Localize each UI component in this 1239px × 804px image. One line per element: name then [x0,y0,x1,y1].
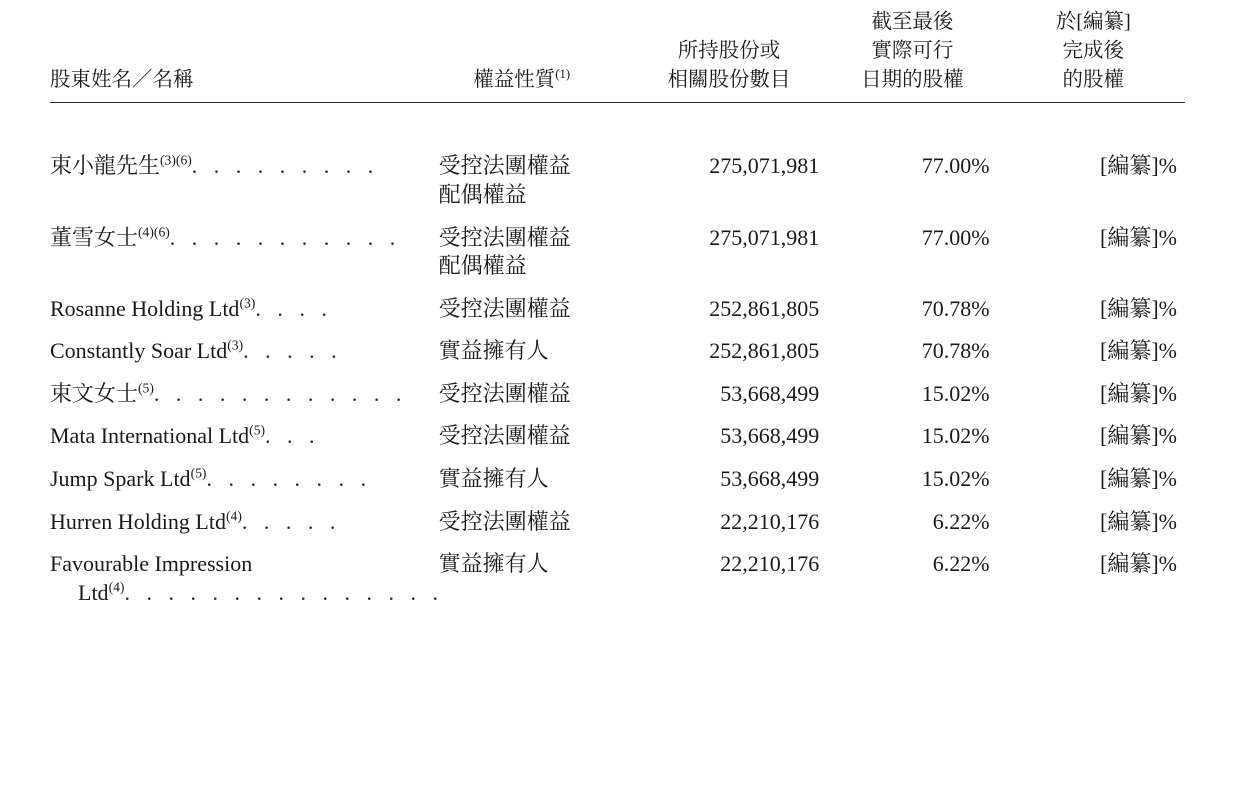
footnote-marker: (4)(6) [138,224,170,240]
leader-dots: . . . . . [243,338,343,364]
cell-percentage-post: [編纂]% [1100,338,1177,364]
cell-nature-of-interest: 受控法團權益 [438,423,571,449]
cell-percentage-current: 6.22% [932,508,990,534]
footnote-marker: (5) [249,423,266,439]
table-row [50,373,1185,416]
table-header [50,8,1185,103]
cell-number-of-shares: 22,210,176 [720,508,820,534]
cell-percentage-current: 70.78% [921,295,990,321]
shareholding-table [50,8,1185,614]
cell-shareholder-name: 束文女士$^{(5)}$. . . . . . . . . . . . [50,380,407,406]
cell-percentage-post: [編纂]% [1100,224,1177,250]
cell-nature-of-interest: 實益擁有人 [438,466,549,492]
cell-shareholder-name: Favourable Impression Ltd$^{(4)}$. . . . . . . . . . . . . . . [50,543,409,614]
footnote-marker: (4) [225,508,242,524]
cell-nature-of-interest: 受控法團權益 配偶權益 [438,153,571,207]
table-row [50,145,1185,216]
cell-percentage-post: [編纂]% [1100,466,1177,492]
cell-shareholder-name: Rosanne Holding Ltd$^{(3)}$. . . . [50,295,333,321]
leader-dots: . . . . . . . . [206,466,372,492]
footnote-marker: (3) [239,295,256,311]
column-header-percentage-after-listing: 於[編纂] 完成後 的股權 [1002,8,1185,103]
cell-percentage-current: 70.78% [921,338,990,364]
leader-dots: . . . . . . . . . . . [169,224,401,250]
column-header-shareholder-name: 股東姓名／名稱 [50,8,409,103]
cell-shareholder-name: Jump Spark Ltd$^{(5)}$. . . . . . . . [50,465,372,492]
cell-number-of-shares: 53,668,499 [720,423,820,449]
table-row [50,330,1185,373]
cell-percentage-current: 15.02% [921,423,990,449]
table-row [50,288,1185,331]
table-row [50,501,1185,544]
cell-percentage-post: [編纂]% [1100,551,1177,577]
cell-nature-of-interest: 實益擁有人 [438,338,549,364]
table-row [50,458,1185,501]
cell-nature-of-interest: 實益擁有人 [438,551,549,577]
footnote-marker: (4) [108,579,125,595]
footnote-marker: (5) [190,465,207,481]
cell-percentage-current: 77.00% [921,153,990,179]
cell-percentage-current: 15.02% [921,380,990,406]
cell-number-of-shares: 53,668,499 [720,380,820,406]
column-header-number-of-shares: 所持股份或 相關股份數目 [635,8,823,103]
cell-number-of-shares: 252,861,805 [709,295,820,321]
cell-percentage-current: 15.02% [921,466,990,492]
cell-number-of-shares: 275,071,981 [709,153,820,179]
cell-percentage-current: 6.22% [932,551,990,577]
cell-shareholder-name-continuation: Ltd$^{(4)}$. . . . . . . . . . . . . . . [78,579,444,605]
cell-number-of-shares: 53,668,499 [720,466,820,492]
leader-dots: . . . . [255,295,333,321]
cell-percentage-current: 77.00% [921,224,990,250]
cell-percentage-post: [編纂]% [1100,295,1177,321]
cell-nature-of-interest: 受控法團權益 [438,295,571,321]
cell-shareholder-name: 束小龍先生$^{(3)(6)}$. . . . . . . . . [50,153,379,179]
leader-dots: . . . . . . . . . [191,153,379,179]
cell-number-of-shares: 22,210,176 [720,551,820,577]
cell-percentage-post: [編纂]% [1100,423,1177,449]
table-header-row [50,8,1185,103]
footnote-marker: (3) [227,337,244,353]
cell-shareholder-name: Constantly Soar Ltd$^{(3)}$. . . . . [50,337,343,364]
leader-dots: . . . . . . . . . . . . . . . [124,579,444,605]
column-header-percentage-as-of-latest-date: 截至最後 實際可行 日期的股權 [823,8,1001,103]
leader-dots: . . . [265,423,321,449]
header-body-spacer [50,103,1185,146]
cell-number-of-shares: 275,071,981 [709,224,820,250]
cell-nature-of-interest: 受控法團權益 [438,508,571,534]
table-row [50,415,1185,458]
cell-percentage-post: [編纂]% [1100,380,1177,406]
cell-shareholder-name: 董雪女士$^{(4)(6)}$. . . . . . . . . . . [50,224,401,250]
leader-dots: . . . . . [241,508,341,534]
table-body [50,103,1185,615]
cell-percentage-post: [編纂]% [1100,153,1177,179]
footnote-marker: (3)(6) [160,153,192,168]
cell-percentage-post: [編纂]% [1100,508,1177,534]
footnote-marker: (1) [555,67,571,82]
cell-shareholder-name: Hurren Holding Ltd$^{(4)}$. . . . . [50,508,341,534]
table-row [50,217,1185,288]
cell-shareholder-name: Mata International Ltd$^{(5)}$. . . [50,423,321,449]
cell-nature-of-interest: 受控法團權益 配偶權益 [438,224,571,279]
column-header-nature-of-interest: 權益性質$^{(1)}$ [409,8,635,103]
footnote-marker: (5) [138,380,154,396]
document-page [0,8,1239,804]
leader-dots: . . . . . . . . . . . . [153,380,407,406]
table-row [50,543,1185,614]
cell-nature-of-interest: 受控法團權益 [438,380,571,406]
cell-number-of-shares: 252,861,805 [709,338,820,364]
